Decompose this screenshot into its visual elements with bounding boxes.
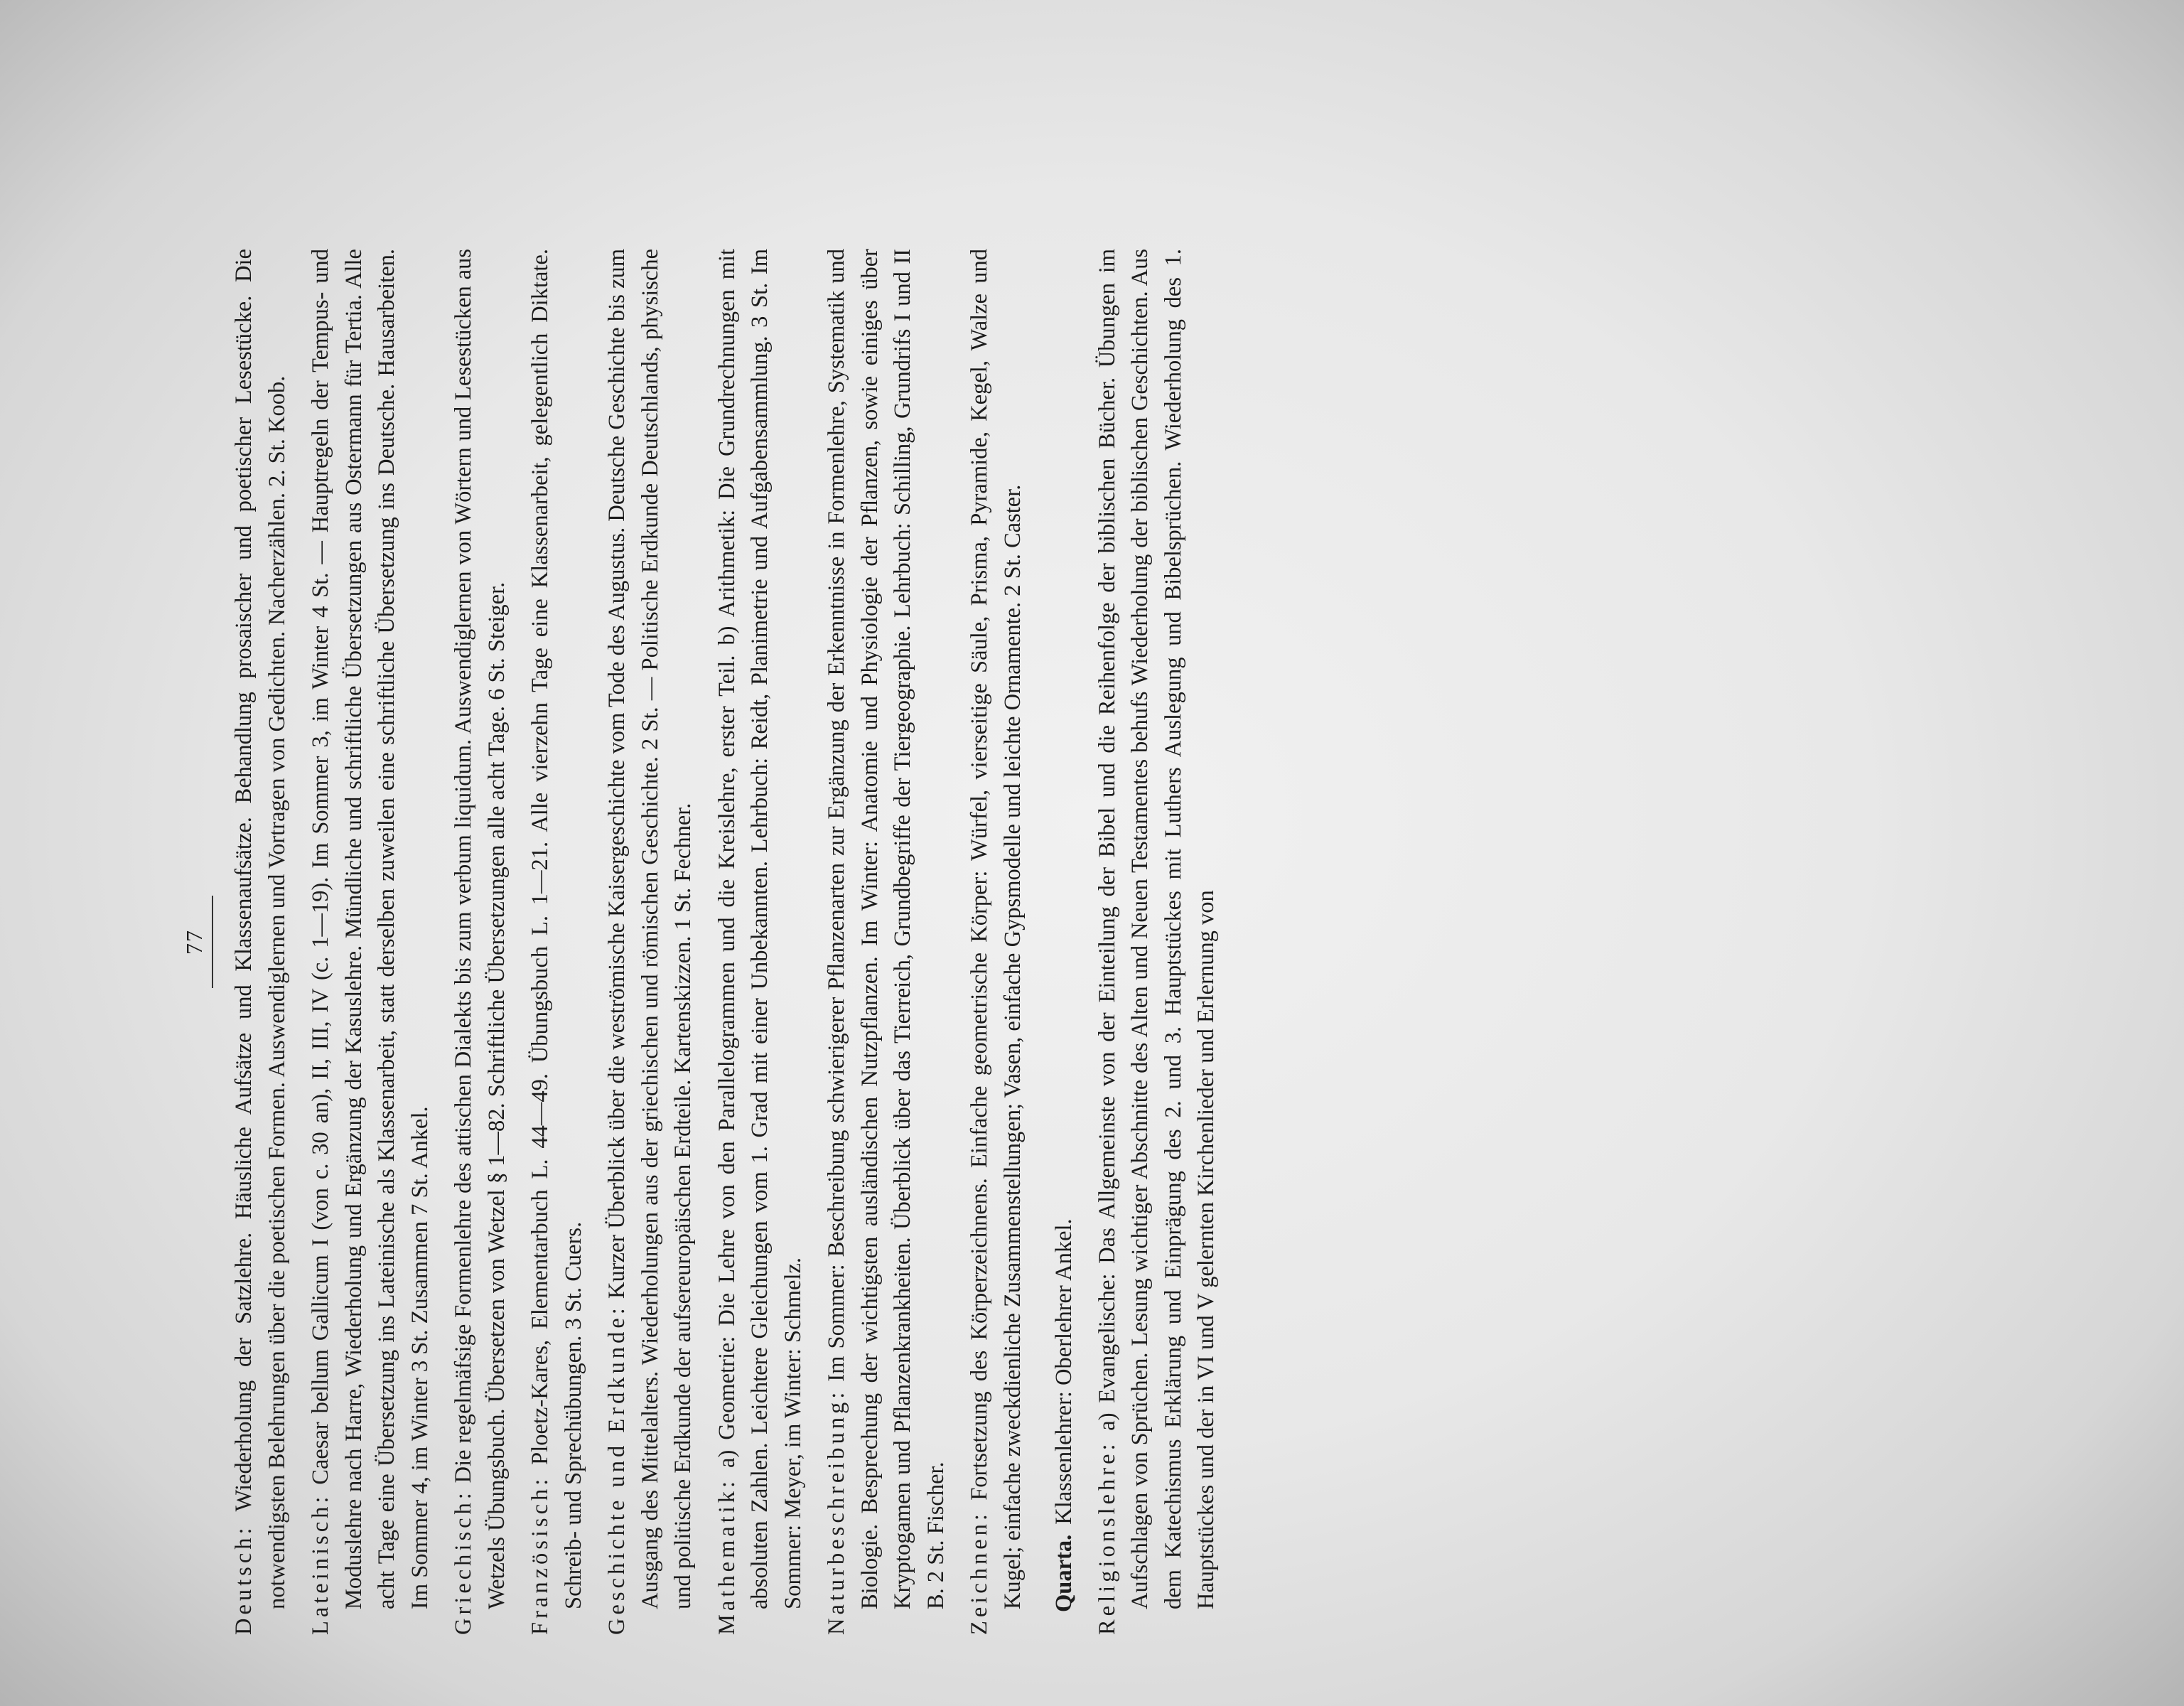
paragraph-text: Ploetz-Kares, Elementarbuch L. 44—49. Übungsbuch L. 1—21. Alle vierzehn Tage eine Klassenarbeit, gelegentlich Diktate. Schreib- und Sprechübungen. 3 St. Cuers.: [527, 248, 586, 1609]
paragraph-text: a) Geometrie: Die Lehre von den Parallelogrammen und die Kreislehre, erster Teil. b) Arithmetik: Die Grundrechnungen mit absoluten Zahlen. Leichtere Gleichungen vom 1. Grad mit einer Unbekannten. Lehrbuch: Reidt, Planimetrie und Aufgabensammlung. 3 St. Im Sommer: Meyer, im Winter: Schmelz.: [714, 248, 806, 1609]
subject-label: Mathematik:: [714, 1477, 740, 1635]
subject-label: Geschichte und Erdkunde:: [604, 1304, 630, 1635]
section-class-teacher: Klassenlehrer: Oberlehrer Ankel.: [1051, 1218, 1077, 1525]
subject-label: Naturbeschreibung:: [824, 1388, 849, 1635]
paragraph-franzoesisch: [524, 249, 590, 1635]
section-title: Quarta.: [1051, 1534, 1077, 1612]
subject-label: Französisch:: [527, 1475, 553, 1635]
paragraph-text: Wiederholung der Satzlehre. Häusliche Aufsätze und Klassenaufsätze. Behandlung prosaischer und poetischer Lesestücke. Die notwendigsten Belehrungen über die poetischen Formen. Auswendiglernen und Vortragen von Gedichten. Nacherzählen. 2. St. Koob.: [231, 249, 290, 1609]
page-number-rule: [212, 896, 213, 988]
paragraph-text: Fortsetzung des Körperzeichnens. Einfache geometrische Körper: Würfel, vierseitige Säule, Prisma, Pyramide, Kegel, Walze und Kugel; einfache zweckdienliche Zusammenstellungen; Vasen, einfache Gypsmodelle und leichte Ornamente. 2 St. Caster.: [967, 249, 1026, 1609]
subject-label: Lateinisch:: [308, 1493, 333, 1635]
subject-label: Griechisch:: [451, 1489, 476, 1635]
subject-label: Deutsch:: [231, 1524, 257, 1635]
subject-label: Religionslehre:: [1094, 1440, 1120, 1635]
paragraph-griechisch: [447, 249, 513, 1635]
subject-label: Zeichnen:: [967, 1511, 992, 1635]
rotated-page-content: [181, 248, 1969, 1635]
section-heading-quarta: [1048, 249, 1081, 1635]
paragraph-geschichte-erdkunde: [601, 249, 700, 1635]
paragraph-text: a) Evangelische: Das Allgemeinste von der Einteilung der Bibel und die Reihenfolge der biblischen Bücher. Übungen im Aufschlagen von Sprüchen. Lesung wichtiger Abschnitte des Alten und Neuen Testamentes behufs Wiederholung der biblischen Geschichten. Aus dem Katechismus Erklärung und Einprägung des 2. und 3. Hauptstückes mit Luthers Auslegung und Bibelsprüchen. Wiederholung des 1. Hauptstückes und der in VI und V gelernten Kirchenlieder und Erlernung von: [1094, 248, 1219, 1609]
paragraph-text: Caesar bellum Gallicum I (von c. 30 an), II, III, IV (c. 1—19). Im Sommer 3, im Winter 4 St. — Hauptregeln der Tempus- und Moduslehre nach Harre, Wiederholung und Ergänzung der Kasuslehre. Mündliche und schriftliche Übersetzungen aus Ostermann für Tertia. Alle acht Tage eine Übersetzung ins Lateinische als Klassenarbeit, statt derselben zuweilen eine schriftliche Übersetzung ins Deutsche. Hausarbeiten. Im Sommer 4, im Winter 3 St. Zusammen 7 St. Ankel.: [308, 248, 433, 1609]
paragraph-text: Die regelmäfsige Formenlehre des attischen Dialekts bis zum verbum liquidum. Auswendiglernen von Wörtern und Lesestücken aus Wetzels Übungsbuch. Übersetzen von Wetzel § 1—82. Schriftliche Übersetzungen alle acht Tage. 6 St. Steiger.: [451, 249, 510, 1609]
paragraph-text: Kurzer Überblick über die weströmische Kaisergeschichte vom Tode des Augustus. Deutsche Geschichte bis zum Ausgang des Mittelalters. Wiederholungen aus der griechischen und römischen Geschichte. 2 St. — Politische Erdkunde Deutschlands, physische und politische Erdkunde der aufsereuropäischen Erdteile. Kartenskizzen. 1 St. Fechner.: [604, 249, 696, 1609]
paragraph-mathematik: [711, 249, 810, 1635]
paragraph-zeichnen: [963, 249, 1029, 1635]
paragraph-text: Im Sommer: Beschreibung schwierigerer Pflanzenarten zur Ergänzung der Erkenntnisse in Formenlehre, Systematik und Biologie. Besprechung der wichtigsten ausländischen Nutzpflanzen. Im Winter: Anatomie und Physiologie der Pflanzen, sowie einiges über Kryptogamen und Pflanzenkrankheiten. Überblick über das Tierreich, Grundbegriffe der Tiergeographie. Lehrbuch: Schilling, Grundrifs I und II B. 2 St. Fischer.: [824, 248, 949, 1609]
paragraph-lateinisch: [304, 249, 436, 1635]
page-number: 77: [181, 929, 207, 955]
paragraph-naturbeschreibung: [820, 249, 952, 1635]
paragraph-deutsch: [227, 249, 294, 1635]
paragraph-religionslehre: [1091, 249, 1223, 1635]
